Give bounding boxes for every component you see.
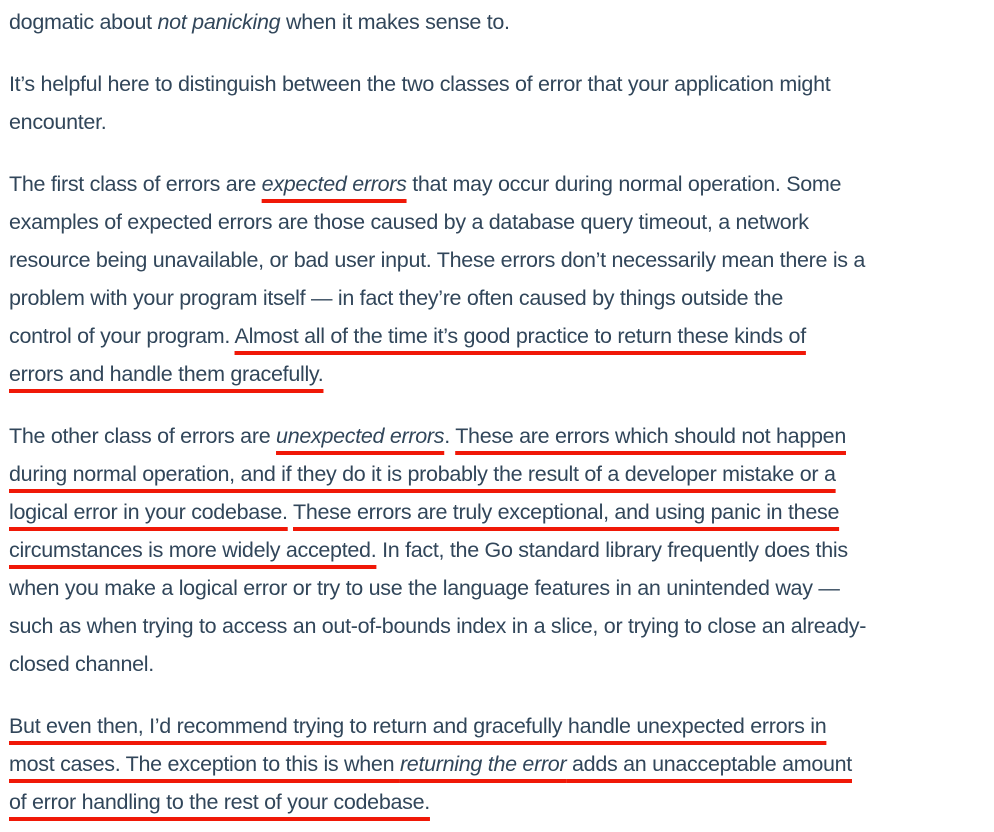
- text-segment: resource being unavailable, or bad user input. These errors don’t necessarily mean there is a: [9, 248, 866, 272]
- paragraph-two-classes: [9, 65, 984, 141]
- text-line: [9, 417, 984, 455]
- text-segment: closed channel.: [9, 652, 154, 676]
- text-segment: control of your program.: [9, 324, 235, 348]
- text-line: [9, 355, 984, 393]
- text-line: [9, 65, 984, 103]
- text-line: [9, 783, 984, 821]
- red-underlined-text: most cases. The exception to this is when: [9, 752, 400, 776]
- text-line: [9, 279, 984, 317]
- red-underlined-text: logical error in your codebase.: [9, 500, 288, 524]
- italic-text: not panicking: [157, 10, 281, 34]
- text-line: [9, 103, 984, 141]
- text-segment: examples of expected errors are those caused by a database query timeout, a network: [9, 210, 809, 234]
- red-underlined-text: circumstances is more widely accepted.: [9, 538, 377, 562]
- text-segment: In fact, the Go standard library frequently does this: [376, 538, 848, 562]
- text-line: [9, 531, 984, 569]
- text-segment: when it makes sense to.: [280, 10, 510, 34]
- article-body: [9, 3, 984, 821]
- text-line: [9, 645, 984, 683]
- red-underlined-text: during normal operation, and if they do it is probably the result of a developer mistake or a: [9, 462, 836, 486]
- red-underlined-italic-text: expected errors: [261, 172, 407, 196]
- text-line: [9, 317, 984, 355]
- text-segment: The first class of errors are: [9, 172, 262, 196]
- red-underlined-text: of error handling to the rest of your codebase.: [9, 790, 430, 814]
- text-segment: It’s helpful here to distinguish between the two classes of error that your application might: [9, 72, 831, 96]
- text-segment: when you make a logical error or try to use the language features in an unintended way —: [9, 576, 840, 600]
- text-line: [9, 165, 984, 203]
- paragraph-recommendation: [9, 707, 984, 821]
- red-underlined-text: These are errors which should not happen: [455, 424, 846, 448]
- red-underlined-text: Almost all of the time it’s good practice to return these kinds of: [234, 324, 806, 348]
- text-line: [9, 203, 984, 241]
- text-segment: encounter.: [9, 110, 107, 134]
- text-segment: problem with your program itself — in fact they’re often caused by things outside the: [9, 286, 783, 310]
- text-line: [9, 745, 984, 783]
- text-line: [9, 569, 984, 607]
- text-segment: that may occur during normal operation. Some: [406, 172, 842, 196]
- text-segment: dogmatic about: [9, 10, 158, 34]
- red-underlined-italic-text: unexpected errors: [276, 424, 445, 448]
- paragraph-unexpected-errors: [9, 417, 984, 683]
- text-line: [9, 3, 984, 41]
- red-underlined-text: errors and handle them gracefully.: [9, 362, 324, 386]
- text-line: [9, 607, 984, 645]
- paragraph-panicking: [9, 3, 984, 41]
- red-underlined-text: adds an unacceptable amount: [566, 752, 852, 776]
- paragraph-expected-errors: [9, 165, 984, 393]
- text-line: [9, 241, 984, 279]
- text-line: [9, 455, 984, 493]
- text-segment: .: [444, 424, 456, 448]
- text-segment: such as when trying to access an out-of-bounds index in a slice, or trying to close an already-: [9, 614, 867, 638]
- text-line: [9, 707, 984, 745]
- text-line: [9, 493, 984, 531]
- red-underlined-text: But even then, I’d recommend trying to return and gracefully handle unexpected errors in: [9, 714, 827, 738]
- red-underlined-text: These errors are truly exceptional, and using panic in these: [293, 500, 840, 524]
- red-underlined-italic-text: returning the error: [399, 752, 567, 776]
- text-segment: The other class of errors are: [9, 424, 277, 448]
